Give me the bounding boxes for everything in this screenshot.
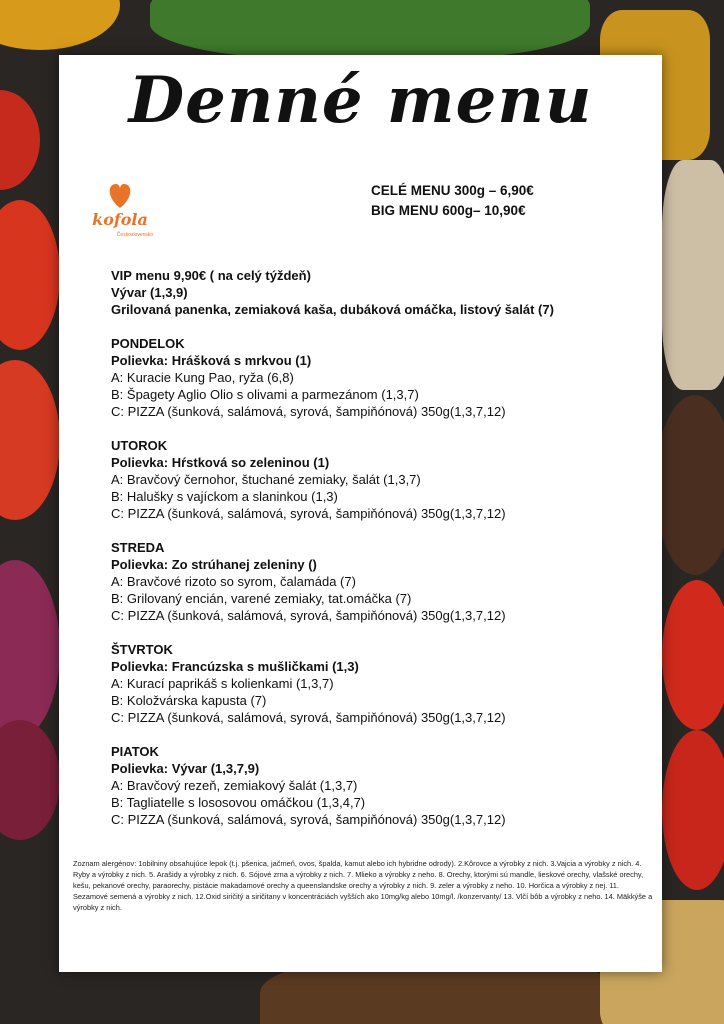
soup: Polievka: Vývar (1,3,7,9) [111,761,260,776]
vip-soup: Vývar (1,3,9) [111,285,188,300]
red-onion [0,560,60,740]
vip-title: VIP menu 9,90€ ( na celý týždeň) [111,268,311,283]
allergen-list: Zoznam alergénov: 1obilniny obsahujúce lepok (t.j. pšenica, jačmeň, ovos, špalda, kamut alebo ich hybridne odrody). 2.Kôrovce a výrobky z nich. 3.Vajcia a výrobky z nich. 4. Ryby a výrobky z nich. 5. Arašidy a výrobky z nich. 6. Sójové zrna a výrobky z nich. 7. Mlieko a výrobky z neho. 8. Orechy, ktorými sú mandle, lieskové orechy, vlašské orechy, kešu, pekanové orechy, paraorechy, pistácie makadamové orechy a queenslandske orechy a výrobky z nich. 9. zeler a výrobky z neho. 10. Horčica a výrobky z nej. 11. Sezamové semená a výrobky z nich. 12.Oxid siričitý a siričitany v koncentráciách vyšších ako 10mg/kg alebo 10mg/l. /konzervanty/ 13. Vlčí bôb a výrobky z neho. 14. Mäkkýše a výrobky z nich. [73,859,653,912]
option-c: C: PIZZA (šunková, salámová, syrová, šampiňónová) 350g(1,3,7,12) [111,506,506,521]
menu-list [111,267,651,828]
tomato [0,360,60,520]
turmeric-bowl [0,0,120,50]
day-section-thursday [111,641,651,726]
soup: Polievka: Francúzska s mušličkami (1,3) [111,659,359,674]
red-onion [0,720,60,840]
day-name: UTOROK [111,438,168,453]
option-b: B: Halušky s vajíckom a slaninkou (1,3) [111,489,338,504]
tomato [0,200,60,350]
option-a: A: Bravčové rizoto so syrom, čalamáda (7) [111,574,356,589]
option-a: A: Kurací paprikáš s kolienkami (1,3,7) [111,676,334,691]
kofola-logo-text: kofola [92,210,148,229]
option-a: A: Bravčový rezeň, zemiakový šalát (1,3,7) [111,778,358,793]
parsley-leaves [150,0,590,60]
option-a: A: Bravčový černohor, štuchané zemiaky, šalát (1,3,7) [111,472,421,487]
tomato [662,580,724,730]
kofola-heart-icon [85,180,155,240]
day-name: PONDELOK [111,336,185,351]
tomato [0,90,40,190]
option-a: A: Kuracie Kung Pao, ryža (6,8) [111,370,294,385]
price-big-menu: BIG MENU 600g– 10,90€ [371,203,526,218]
soup: Polievka: Hrášková s mrkvou (1) [111,353,312,368]
quail-eggs [662,160,724,390]
vip-main: Grilovaná panenka, zemiaková kaša, dubáková omáčka, listový šalát (7) [111,302,554,317]
day-name: PIATOK [111,744,159,759]
option-b: B: Špagety Aglio Olio s olivami a parmezánom (1,3,7) [111,387,419,402]
day-section-wednesday [111,539,651,624]
day-name: ŠTVRTOK [111,642,173,657]
option-b: B: Tagliatelle s lososovou omáčkou (1,3,4,7) [111,795,366,810]
day-section-friday [111,743,651,828]
page-title: Denné menu [128,63,593,138]
day-section-monday [111,335,651,420]
option-b: B: Grilovaný encián, varené zemiaky, tat.omáčka (7) [111,591,412,606]
peppercorn-bowl [655,395,724,575]
option-c: C: PIZZA (šunková, salámová, syrová, šampiňónová) 350g(1,3,7,12) [111,710,506,725]
option-b: B: Koložvárska kapusta (7) [111,693,267,708]
vip-section [111,267,651,318]
day-section-tuesday [111,437,651,522]
kofola-logo-sub: Československo [116,232,154,238]
option-c: C: PIZZA (šunková, salámová, syrová, šampiňónová) 350g(1,3,7,12) [111,608,506,623]
prices-block [371,181,534,221]
tomato [662,730,724,890]
soup: Polievka: Hŕstková so zeleninou (1) [111,455,330,470]
kofola-logo [85,180,155,240]
day-name: STREDA [111,540,165,555]
option-c: C: PIZZA (šunková, salámová, syrová, šampiňónová) 350g(1,3,7,12) [111,812,506,827]
soup: Polievka: Zo strúhanej zeleniny () [111,557,317,572]
price-full-menu: CELÉ MENU 300g – 6,90€ [371,183,534,198]
option-c: C: PIZZA (šunková, salámová, syrová, šampiňónová) 350g(1,3,7,12) [111,404,506,419]
menu-card [59,55,662,972]
